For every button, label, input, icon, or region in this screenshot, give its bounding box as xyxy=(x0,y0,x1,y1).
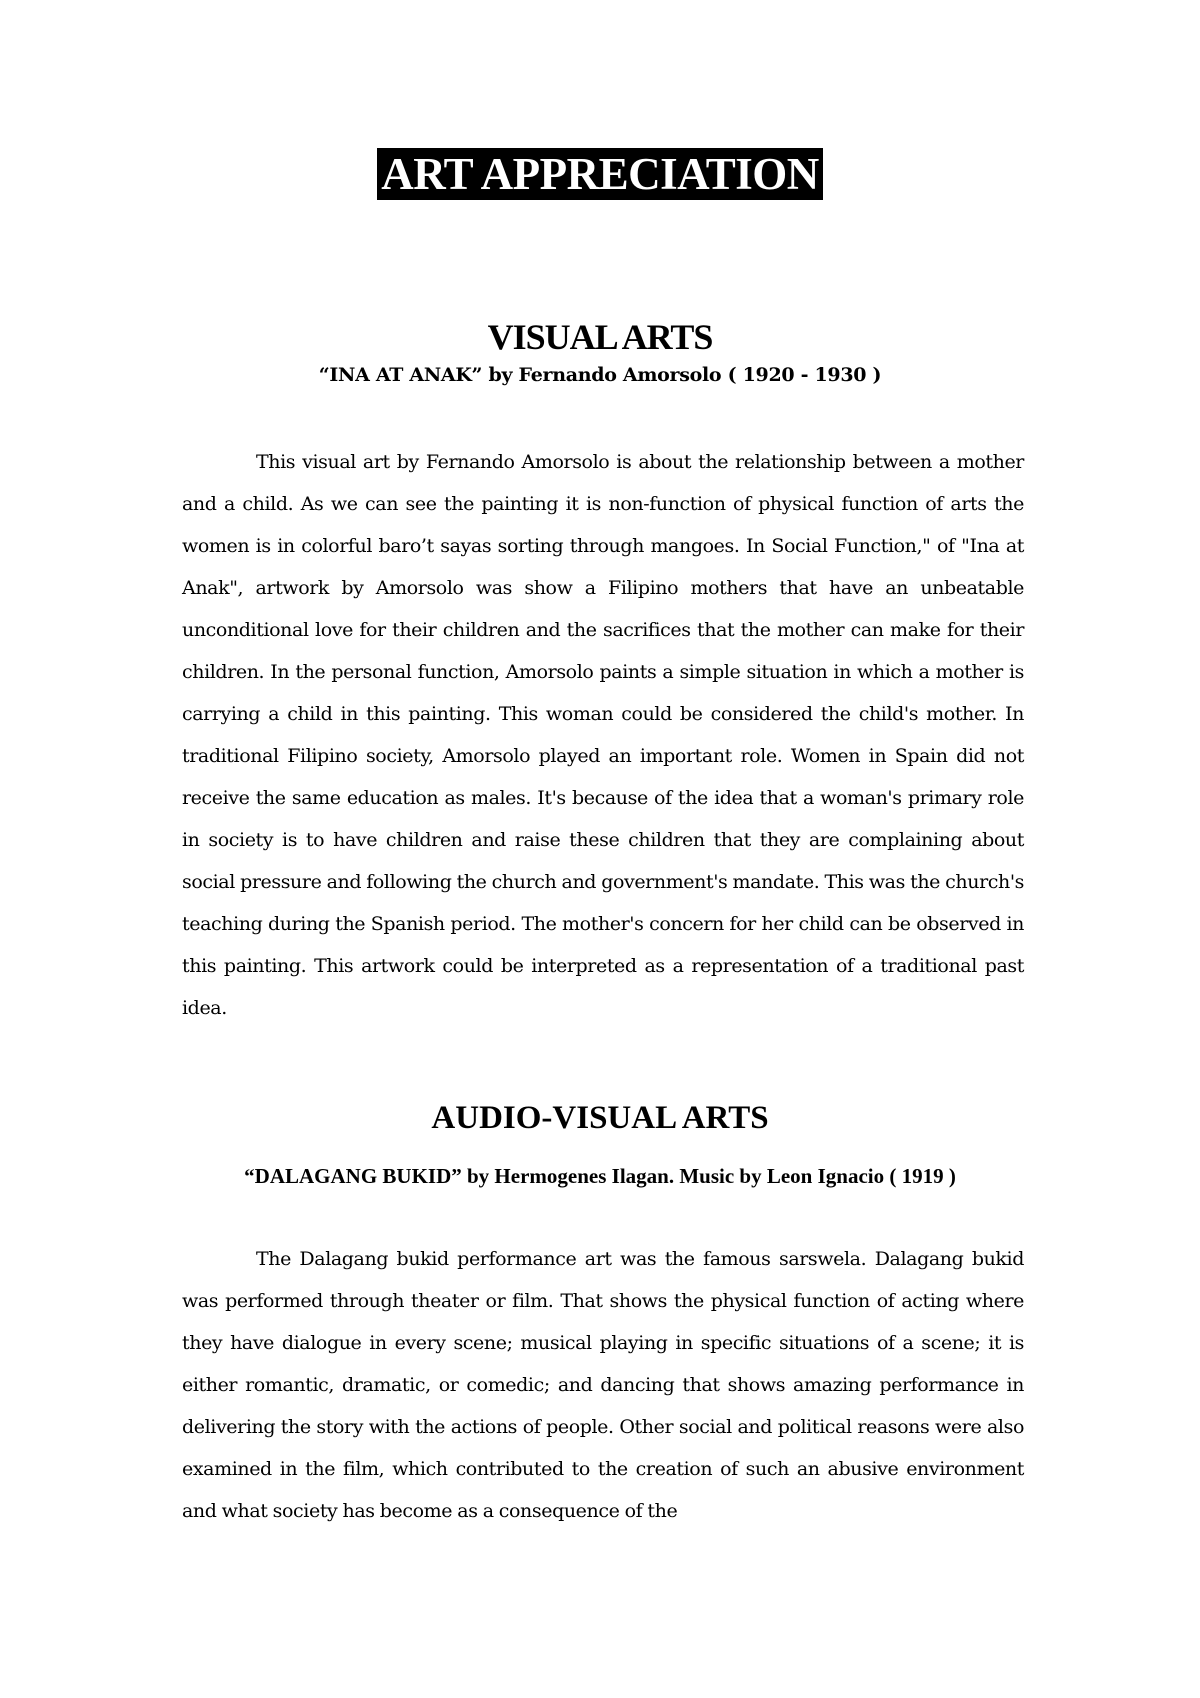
visual-arts-subtitle: “INA AT ANAK” by Fernando Amorsolo ( 1920 - 1930 ) xyxy=(318,364,882,386)
document-title: ART APPRECIATION xyxy=(377,148,823,200)
title-block xyxy=(0,148,1200,200)
audio-visual-arts-paragraph: The Dalagang bukid performance art was the famous sarswela. Dalagang bukid was performed through theater or film. That shows the physical function of acting where they have dialogue in every scene; musical playing in specific situations of a scene; it is either romantic, dramatic, or comedic; and dancing that shows amazing performance in delivering the story with the actions of people. Other social and political reasons were also examined in the film, which contributed to the creation of such an abusive environment and what society has become as a consequence of the xyxy=(182,1248,1024,1522)
audio-visual-arts-subtitle: “DALAGANG BUKID” by Hermogenes Ilagan. Music by Leon Ignacio ( 1919 ) xyxy=(244,1164,956,1188)
visual-arts-paragraph: This visual art by Fernando Amorsolo is about the relationship between a mother and a child. As we can see the painting it is non-function of physical function of arts the women is in colorful baro’t sayas sorting through mangoes. In Social Function," of "Ina at Anak", artwork by Amorsolo was show a Filipino mothers that have an unbeatable unconditional love for their children and the sacrifices that the mother can make for their children. In the personal function, Amorsolo paints a simple situation in which a mother is carrying a child in this painting. This woman could be considered the child's mother. In traditional Filipino society, Amorsolo played an important role. Women in Spain did not receive the same education as males. It's because of the idea that a woman's primary role in society is to have children and raise these children that they are complaining about social pressure and following the church and government's mandate. This was the church's teaching during the Spanish period. The mother's concern for her child can be observed in this painting. This artwork could be interpreted as a representation of a traditional past idea. xyxy=(182,451,1024,1019)
audio-visual-arts-heading: AUDIO-VISUAL ARTS xyxy=(431,1100,769,1136)
visual-arts-heading: VISUAL ARTS xyxy=(487,317,713,357)
